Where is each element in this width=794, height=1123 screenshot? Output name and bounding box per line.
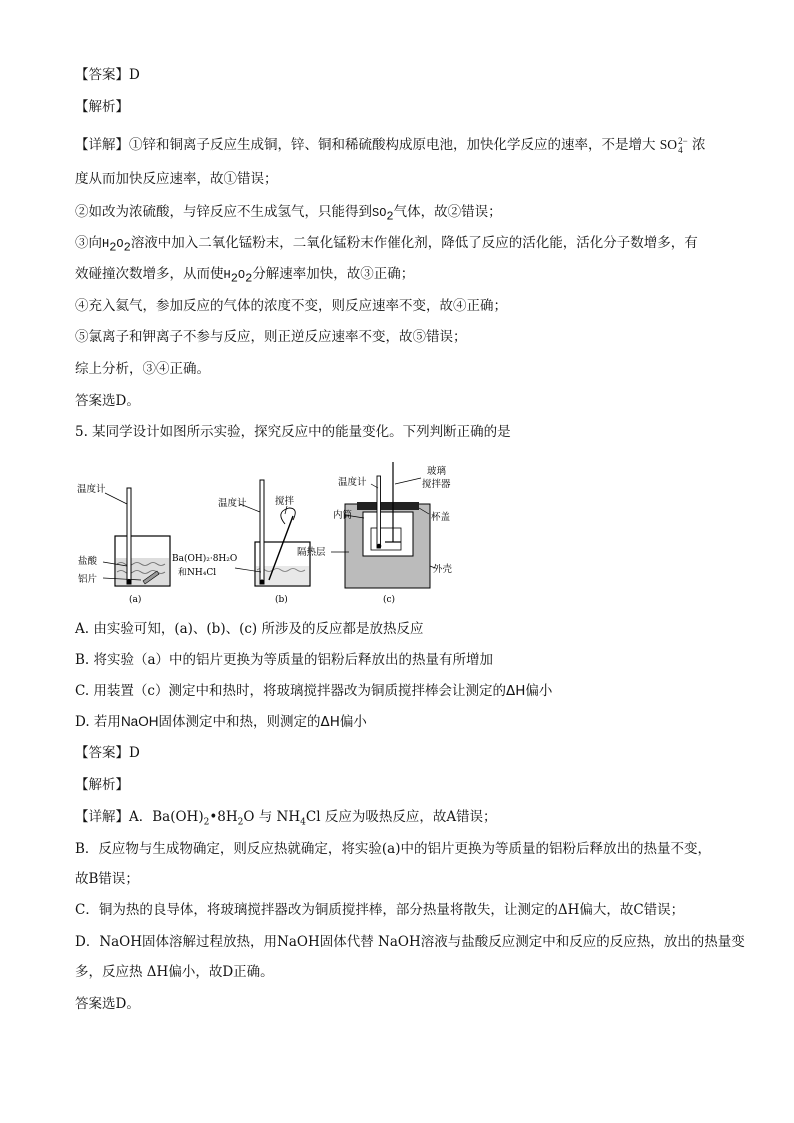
a-caption: (a) bbox=[129, 595, 142, 605]
choose-2: 答案选D。 bbox=[75, 996, 140, 1012]
experiment-figure bbox=[75, 456, 475, 606]
c-glass-label-2: 搅拌器 bbox=[422, 479, 451, 490]
c-insulation-label: 隔热层 bbox=[297, 547, 326, 558]
detail-2-d: D．NaOH固体溶解过程放热，用NaOH固体代替 NaOH溶液与盐酸反应测定中和反应的反应热，放出的热量变 bbox=[75, 934, 745, 950]
answer-label-1: 【答案】D bbox=[75, 67, 140, 83]
sulfate-ion: SO 2− 4 bbox=[659, 135, 688, 155]
b-stir-label: 搅拌 bbox=[275, 496, 295, 507]
summary: 综上分析，③④正确。 bbox=[75, 361, 210, 377]
detail-text: 【详解】①锌和铜离子反应生成铜，锌、铜和稀硫酸构成原电池，加快化学反应的速率，不是增大 bbox=[75, 137, 656, 153]
item-2: ②如改为浓硫酸，与锌反应不生成氢气，只能得到$SO_2$气体，故②错误； bbox=[75, 204, 502, 224]
b-thermometer-label: 温度计 bbox=[218, 498, 247, 509]
c-lid-label: 杯盖 bbox=[431, 512, 451, 523]
answer-label-2: 【答案】D bbox=[75, 745, 140, 761]
figure-a bbox=[77, 483, 170, 605]
option-b: B. 将实验（a）中的铝片更换为等质量的铝粉后释放出的热量有所增加 bbox=[75, 652, 494, 668]
b-reagent-label-2: 和NH₄Cl bbox=[178, 568, 217, 578]
choose-1: 答案选D。 bbox=[75, 393, 140, 409]
analysis-label-2: 【解析】 bbox=[75, 777, 129, 793]
b-caption: (b) bbox=[275, 595, 288, 605]
item-5: ⑤氯离子和钾离子不参与反应，则正逆反应速率不变，故⑤错误； bbox=[75, 329, 467, 345]
option-c: C. 用装置（c）测定中和热时，将玻璃搅拌器改为铜质搅拌棒会让测定的ΔH偏小 bbox=[75, 683, 553, 699]
detail-2-c: C．铜为热的良导体，将玻璃搅拌器改为铜质搅拌棒，部分热量将散失，让测定的ΔH偏大，故C错误； bbox=[75, 902, 685, 918]
detail-2-b: B．反应物与生成物确定，则反应热就确定，将实验(a)中的铝片更换为等质量的铝粉后释放出的热量不变， bbox=[75, 841, 712, 857]
detail-2-a: 【详解】A．$Ba(OH)_2•8H_2O$ 与 $NH_4Cl$ 反应为吸热反应，故A错误； bbox=[75, 809, 497, 828]
detail-text-end: 浓 bbox=[691, 137, 706, 153]
b-reagent-label-1: Ba(OH)₂·8H₂O bbox=[172, 554, 238, 564]
analysis-label-1: 【解析】 bbox=[75, 99, 129, 115]
a-acid-label: 盐酸 bbox=[78, 556, 98, 567]
c-caption: (c) bbox=[383, 595, 396, 605]
detail-2-b-cont: 故B错误； bbox=[75, 871, 139, 887]
c-thermometer-label: 温度计 bbox=[338, 477, 367, 488]
detail-line-1 bbox=[75, 136, 705, 155]
a-thermometer-label: 温度计 bbox=[77, 484, 106, 495]
item-3-cont: 效碰撞次数增多，从而使$H_2O_2$分解速率加快，故③正确； bbox=[75, 266, 415, 286]
c-shell-label: 外壳 bbox=[433, 564, 453, 575]
item-3: ③向$H_2O_2$溶液中加入二氧化锰粉末，二氧化锰粉末作催化剂，降低了反应的活化能，活化分子数增多，有 bbox=[75, 235, 698, 255]
item-4: ④充入氦气，参加反应的气体的浓度不变，则反应速率不变，故④正确； bbox=[75, 298, 507, 314]
question-5-stem: 5. 某同学设计如图所示实验，探究反应中的能量变化。下列判断正确的是 bbox=[75, 424, 511, 440]
a-al-label: 铝片 bbox=[78, 574, 98, 585]
option-d: D. 若用NaOH固体测定中和热，则测定的ΔH偏小 bbox=[75, 714, 367, 730]
figure-c bbox=[297, 462, 453, 605]
detail-2-d-cont: 多，反应热 ΔH偏小，故D正确。 bbox=[75, 964, 274, 980]
option-a: A. 由实验可知，(a)、(b)、(c) 所涉及的反应都是放热反应 bbox=[75, 621, 424, 637]
c-glass-label-1: 玻璃 bbox=[427, 466, 447, 477]
figure-b bbox=[172, 480, 310, 605]
c-inner-label: 内筒 bbox=[333, 510, 353, 521]
detail-line-2: 度从而加快反应速率，故①错误； bbox=[75, 171, 278, 187]
